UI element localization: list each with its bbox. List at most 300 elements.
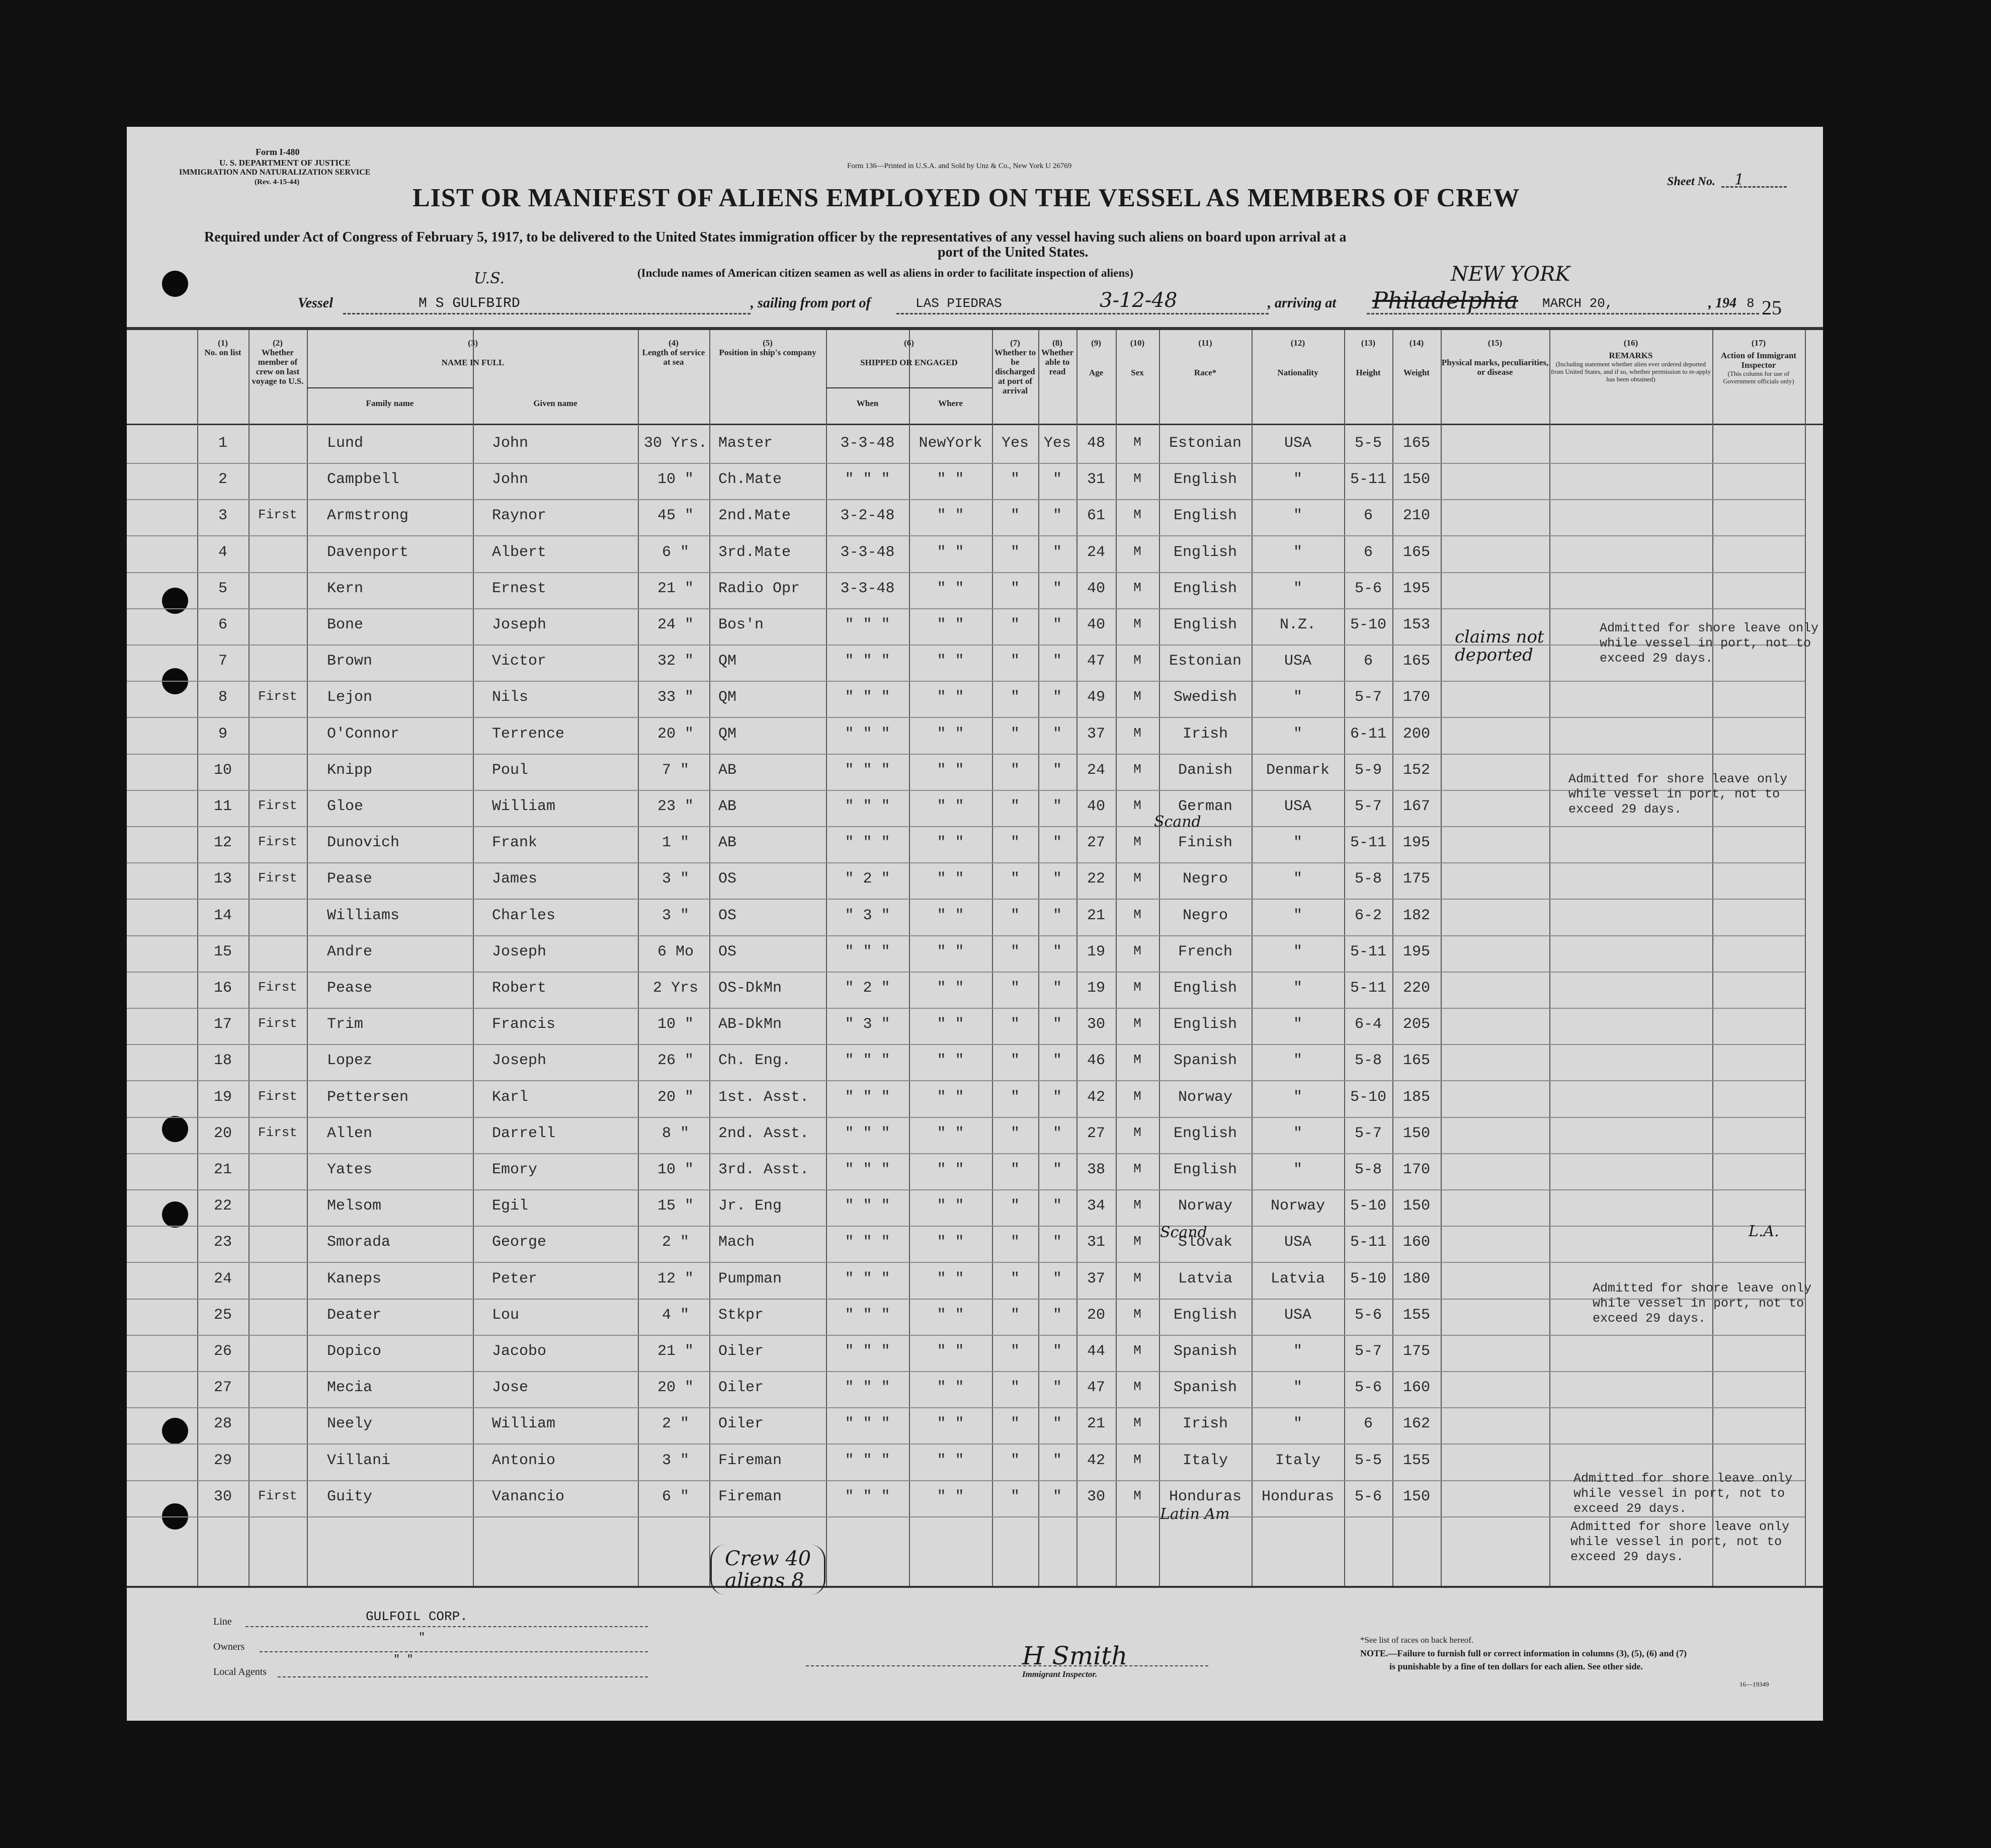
cell-service: 21 " xyxy=(657,580,694,597)
header-name-number: (3) xyxy=(468,338,478,348)
cell-given: James xyxy=(492,870,538,888)
cell-nat: " xyxy=(1293,907,1302,924)
owners-underline xyxy=(260,1651,648,1652)
penalty-note-2: is punishable by a fine of ten dollars for each alien. See other side. xyxy=(1389,1661,1643,1671)
cell-service: 15 " xyxy=(657,1197,694,1215)
cell-position: 2nd.Mate xyxy=(718,507,791,525)
table-row xyxy=(127,1117,1805,1154)
cell-given: Raynor xyxy=(492,507,547,525)
cell-race: English xyxy=(1173,471,1237,489)
cell-height: 5-10 xyxy=(1350,616,1386,633)
cell-service: 10 " xyxy=(657,1161,694,1178)
cell-given: William xyxy=(492,798,556,815)
cell-position: Master xyxy=(718,435,773,452)
inspector-signature-line xyxy=(806,1665,1208,1666)
table-row xyxy=(127,1226,1805,1263)
cell-no: 23 xyxy=(213,1234,232,1251)
cell-when: " " " xyxy=(845,1234,890,1251)
cell-where: " " xyxy=(937,689,964,706)
cell-position: Ch. Eng. xyxy=(718,1052,791,1070)
cell-service: 24 " xyxy=(657,616,694,633)
cell-sex: M xyxy=(1133,761,1141,777)
header-discharged-number: (7) xyxy=(1010,338,1020,348)
cell-weight: 195 xyxy=(1402,943,1430,960)
cell-weight: 205 xyxy=(1402,1016,1430,1033)
cell-disch: " xyxy=(1010,1379,1020,1397)
annotation-la: L.A. xyxy=(1749,1223,1779,1240)
cell-where: " " xyxy=(937,761,964,779)
cell-race: English xyxy=(1173,543,1237,561)
cell-given: Victor xyxy=(492,653,547,670)
table-row xyxy=(127,1189,1805,1227)
cell-nat: " xyxy=(1293,1052,1302,1070)
header-able-read xyxy=(1038,338,1076,376)
cell-family: Yates xyxy=(327,1161,373,1178)
owners-label: Owners xyxy=(213,1641,245,1652)
cell-disch: " xyxy=(1010,1270,1020,1288)
cell-read: " xyxy=(1052,616,1062,633)
header-sex-label: Sex xyxy=(1131,368,1144,377)
table-row xyxy=(127,1008,1805,1045)
cell-family: Pease xyxy=(327,870,373,888)
cell-race: Estonian xyxy=(1169,653,1242,670)
cell-disch: " xyxy=(1010,1488,1020,1505)
cell-sex: M xyxy=(1133,1270,1141,1285)
cell-when: " " " xyxy=(845,471,890,489)
cell-when: " " " xyxy=(845,1161,890,1178)
cell-where: " " xyxy=(937,1016,964,1033)
header-nationality-number: (12) xyxy=(1290,338,1305,348)
cell-nat: Denmark xyxy=(1266,761,1330,779)
table-row xyxy=(127,463,1805,500)
cell-sex: M xyxy=(1133,507,1141,523)
cell-disch: " xyxy=(1010,725,1020,743)
cell-nat: " xyxy=(1293,980,1302,997)
cell-position: AB xyxy=(718,798,737,815)
cell-nat: Norway xyxy=(1270,1197,1325,1215)
header-sex xyxy=(1116,338,1159,377)
cell-nat: " xyxy=(1293,543,1302,561)
table-row xyxy=(127,1262,1805,1300)
remark-shore-leave-1: Admitted for shore leave only while vessel in port, not to exceed 29 days. xyxy=(1600,621,1819,666)
cell-when: " " " xyxy=(845,1306,890,1324)
cell-family: Kern xyxy=(327,580,364,597)
cell-prev: First xyxy=(258,1124,297,1140)
cell-weight: 150 xyxy=(1402,471,1430,489)
cell-given: Lou xyxy=(492,1306,520,1324)
cell-no: 9 xyxy=(218,725,227,743)
header-action-number: (17) xyxy=(1751,338,1766,348)
remark-shore-leave-2: Admitted for shore leave only while vessel in port, not to exceed 29 days. xyxy=(1568,772,1788,817)
sheet-label: Sheet No. xyxy=(1667,175,1715,188)
table-row xyxy=(127,935,1805,973)
cell-given: Joseph xyxy=(492,943,547,960)
cell-where: " " xyxy=(937,1197,964,1215)
cell-disch: " xyxy=(1010,1343,1020,1360)
cell-nat: USA xyxy=(1284,435,1311,452)
cell-where: " " xyxy=(937,1234,964,1251)
table-row xyxy=(127,754,1805,791)
cell-sex: M xyxy=(1133,1197,1141,1213)
cell-age: 20 xyxy=(1087,1306,1105,1324)
cell-when: " " " xyxy=(845,1379,890,1397)
cell-weight: 175 xyxy=(1402,870,1430,888)
cell-sex: M xyxy=(1133,1488,1141,1503)
cell-race: Spanish xyxy=(1173,1052,1237,1070)
sheet-number-line xyxy=(1721,186,1787,188)
cell-when: " 2 " xyxy=(845,870,890,888)
inspector-signature: H Smith xyxy=(1022,1641,1128,1670)
cell-no: 20 xyxy=(213,1124,232,1142)
header-age-label: Age xyxy=(1089,368,1104,377)
cell-race: English xyxy=(1173,616,1237,633)
header-weight-label: Weight xyxy=(1403,368,1430,377)
cell-disch: " xyxy=(1010,1415,1020,1433)
sheet-number: 1 xyxy=(1734,171,1745,189)
table-row xyxy=(127,1044,1805,1081)
cell-given: George xyxy=(492,1234,547,1251)
cell-position: Stkpr xyxy=(718,1306,764,1324)
cell-where: " " xyxy=(937,798,964,815)
cell-when: " " " xyxy=(845,1343,890,1360)
cell-race: Spanish xyxy=(1173,1379,1237,1397)
cell-when: 3-3-48 xyxy=(840,435,895,452)
cell-age: 27 xyxy=(1087,834,1105,852)
cell-when: " " " xyxy=(845,798,890,815)
cell-service: 2 " xyxy=(661,1415,689,1433)
header-able-read-number: (8) xyxy=(1052,338,1062,348)
cell-service: 26 " xyxy=(657,1052,694,1070)
cell-no: 5 xyxy=(218,580,227,597)
cell-sex: M xyxy=(1133,1124,1141,1140)
cell-race: English xyxy=(1173,1124,1237,1142)
cell-family: Lund xyxy=(327,435,364,452)
cell-when: " " " xyxy=(845,689,890,706)
cell-family: Guity xyxy=(327,1488,373,1505)
header-no xyxy=(197,338,248,357)
cell-sex: M xyxy=(1133,471,1141,487)
cell-read: " xyxy=(1052,907,1062,924)
cell-weight: 170 xyxy=(1402,1161,1430,1178)
cell-no: 10 xyxy=(213,761,232,779)
cell-no: 27 xyxy=(213,1379,232,1397)
cell-family: Pease xyxy=(327,980,373,997)
cell-family: Bone xyxy=(327,616,364,633)
cell-read: " xyxy=(1052,1124,1062,1142)
cell-position: 1st. Asst. xyxy=(718,1088,809,1106)
cell-disch: " xyxy=(1010,1452,1020,1469)
cell-position: AB xyxy=(718,761,737,779)
cell-sex: M xyxy=(1133,1161,1141,1176)
cell-no: 22 xyxy=(213,1197,232,1215)
header-action-label: Action of Immigrant Inspector xyxy=(1720,351,1797,370)
cell-weight: 150 xyxy=(1402,1197,1430,1215)
cell-weight: 195 xyxy=(1402,580,1430,597)
cell-where: " " xyxy=(937,580,964,597)
cell-service: 12 " xyxy=(657,1270,694,1288)
cell-height: 6-11 xyxy=(1350,725,1386,743)
cell-family: Dunovich xyxy=(327,834,400,852)
cell-read: " xyxy=(1052,543,1062,561)
cell-nat: USA xyxy=(1284,798,1311,815)
cell-service: 8 " xyxy=(661,1124,689,1142)
crew-total: Crew 40 xyxy=(725,1547,811,1570)
cell-position: Pumpman xyxy=(718,1270,782,1288)
cell-when: " 3 " xyxy=(845,907,890,924)
cell-where: " " xyxy=(937,1306,964,1324)
table-row xyxy=(127,1299,1805,1336)
cell-read: " xyxy=(1052,507,1062,525)
cell-position: QM xyxy=(718,689,737,706)
table-row xyxy=(127,1335,1805,1372)
annotation-scand-2: Scand xyxy=(1160,1224,1207,1241)
cell-disch: " xyxy=(1010,1124,1020,1142)
cell-position: Ch.Mate xyxy=(718,471,782,489)
cell-height: 5-11 xyxy=(1350,834,1386,852)
cell-nat: Honduras xyxy=(1261,1488,1335,1505)
manifest-title: LIST OR MANIFEST OF ALIENS EMPLOYED ON THE VESSEL AS MEMBERS OF CREW xyxy=(412,184,1520,212)
cell-given: Albert xyxy=(492,543,547,561)
form-number: Form I-480 xyxy=(256,147,300,157)
cell-nat: " xyxy=(1293,1088,1302,1106)
cell-position: Oiler xyxy=(718,1379,764,1397)
table-row xyxy=(127,862,1805,900)
cell-service: 2 Yrs xyxy=(652,980,698,997)
cell-when: " " " xyxy=(845,653,890,670)
cell-family: O'Connor xyxy=(327,725,400,743)
cell-no: 19 xyxy=(213,1088,232,1106)
cell-race: English xyxy=(1173,980,1237,997)
cell-service: 45 " xyxy=(657,507,694,525)
cell-family: Gloe xyxy=(327,798,364,815)
print-code: 16—19349 xyxy=(1739,1680,1769,1688)
table-row xyxy=(127,572,1805,609)
cell-race: Norway xyxy=(1178,1197,1233,1215)
cell-weight: 155 xyxy=(1402,1452,1430,1469)
cell-read: " xyxy=(1052,653,1062,670)
cell-no: 6 xyxy=(218,616,227,633)
table-row xyxy=(127,499,1805,536)
cell-position: Fireman xyxy=(718,1452,782,1469)
cell-family: Davenport xyxy=(327,543,409,561)
cell-age: 47 xyxy=(1087,1379,1105,1397)
vessel-prefix: U.S. xyxy=(474,270,505,287)
table-row xyxy=(127,826,1805,863)
cell-weight: 195 xyxy=(1402,834,1430,852)
cell-read: " xyxy=(1052,1052,1062,1070)
cell-prev: First xyxy=(258,834,297,850)
cell-prev: First xyxy=(258,507,297,523)
cell-disch: " xyxy=(1010,689,1020,706)
header-sex-number: (10) xyxy=(1130,338,1145,348)
cell-position: OS xyxy=(718,943,737,960)
table-row xyxy=(127,790,1805,827)
cell-age: 61 xyxy=(1087,507,1105,525)
cell-service: 20 " xyxy=(657,725,694,743)
manifest-page xyxy=(127,127,1823,1721)
cell-race: Danish xyxy=(1178,761,1233,779)
cell-service: 3 " xyxy=(661,870,689,888)
table-row xyxy=(127,1081,1805,1118)
cell-family: Smorada xyxy=(327,1234,391,1251)
header-length-service-label: Length of service at sea xyxy=(642,348,705,367)
cell-when: " " " xyxy=(845,725,890,743)
cell-given: Egil xyxy=(492,1197,529,1215)
header-remarks-number: (16) xyxy=(1623,338,1638,348)
cell-read: " xyxy=(1052,1379,1062,1397)
cell-given: John xyxy=(492,471,529,489)
cell-where: " " xyxy=(937,1452,964,1469)
cell-prev: First xyxy=(258,1088,297,1104)
cell-given: Robert xyxy=(492,980,547,997)
cell-disch: " xyxy=(1010,907,1020,924)
cell-weight: 180 xyxy=(1402,1270,1430,1288)
header-name xyxy=(307,338,639,367)
cell-read: " xyxy=(1052,834,1062,852)
cell-sex: M xyxy=(1133,689,1141,704)
cell-no: 28 xyxy=(213,1415,232,1433)
cell-read: " xyxy=(1052,1488,1062,1505)
revision: (Rev. 4-15-44) xyxy=(255,178,300,186)
cell-age: 22 xyxy=(1087,870,1105,888)
cell-disch: " xyxy=(1010,653,1020,670)
cell-disch: " xyxy=(1010,870,1020,888)
cell-position: 2nd. Asst. xyxy=(718,1124,809,1142)
header-shipped-number: (6) xyxy=(904,338,914,348)
cell-race: German xyxy=(1178,798,1233,815)
cell-given: Peter xyxy=(492,1270,538,1288)
cell-given: Frank xyxy=(492,834,538,852)
cell-service: 33 " xyxy=(657,689,694,706)
cell-given: Joseph xyxy=(492,616,547,633)
cell-where: " " xyxy=(937,543,964,561)
cell-age: 34 xyxy=(1087,1197,1105,1215)
cell-nat: Italy xyxy=(1275,1452,1320,1469)
cell-nat: " xyxy=(1293,834,1302,852)
cell-family: Brown xyxy=(327,653,373,670)
cell-disch: " xyxy=(1010,543,1020,561)
cell-service: 4 " xyxy=(661,1306,689,1324)
cell-when: " " " xyxy=(845,1197,890,1215)
agents-label: Local Agents xyxy=(213,1666,267,1677)
cell-family: Neely xyxy=(327,1415,373,1433)
cell-no: 8 xyxy=(218,689,227,706)
cell-where: " " xyxy=(937,616,964,633)
cell-where: " " xyxy=(937,507,964,525)
cell-when: " 2 " xyxy=(845,980,890,997)
cell-race: Finish xyxy=(1178,834,1233,852)
cell-given: Charles xyxy=(492,907,556,924)
subtitle-line-2: port of the United States. xyxy=(938,245,1089,260)
cell-nat: " xyxy=(1293,1415,1302,1433)
cell-height: 6 xyxy=(1363,1415,1373,1433)
cell-disch: " xyxy=(1010,943,1020,960)
cell-race: Latvia xyxy=(1178,1270,1233,1288)
cell-height: 5-9 xyxy=(1354,761,1382,779)
cell-height: 5-5 xyxy=(1354,435,1382,452)
cell-where: " " xyxy=(937,1343,964,1360)
cell-family: Pettersen xyxy=(327,1088,409,1106)
year-prefix: , 194 xyxy=(1708,295,1736,311)
cell-sex: M xyxy=(1133,543,1141,559)
cell-where: " " xyxy=(937,1088,964,1106)
annotation-latin-am: Latin Am xyxy=(1160,1505,1230,1523)
cell-given: Joseph xyxy=(492,1052,547,1070)
cell-position: Radio Opr xyxy=(718,580,800,597)
cell-sex: M xyxy=(1133,580,1141,595)
cell-height: 5-11 xyxy=(1350,980,1386,997)
cell-race: Negro xyxy=(1182,907,1228,924)
cell-when: " " " xyxy=(845,616,890,633)
cell-weight: 165 xyxy=(1402,1052,1430,1070)
cell-family: Knipp xyxy=(327,761,373,779)
cell-service: 6 " xyxy=(661,543,689,561)
cell-position: QM xyxy=(718,653,737,670)
cell-given: Poul xyxy=(492,761,529,779)
cell-sex: M xyxy=(1133,1379,1141,1395)
header-physical-marks xyxy=(1441,338,1549,377)
cell-sex: M xyxy=(1133,870,1141,886)
cell-position: Jr. Eng xyxy=(718,1197,782,1215)
cell-disch: " xyxy=(1010,1052,1020,1070)
cell-family: Williams xyxy=(327,907,400,924)
cell-height: 5-7 xyxy=(1354,1343,1382,1360)
cell-read: " xyxy=(1052,943,1062,960)
cell-read: " xyxy=(1052,1234,1062,1251)
cell-when: " " " xyxy=(845,834,890,852)
cell-height: 5-10 xyxy=(1350,1088,1386,1106)
port-underline xyxy=(896,313,1269,314)
cell-age: 24 xyxy=(1087,543,1105,561)
cell-nat: " xyxy=(1293,1343,1302,1360)
cell-weight: 155 xyxy=(1402,1306,1430,1324)
cell-when: " " " xyxy=(845,1488,890,1505)
cell-height: 5-11 xyxy=(1350,1234,1386,1251)
cell-age: 40 xyxy=(1087,798,1105,815)
cell-sex: M xyxy=(1133,907,1141,922)
cell-no: 18 xyxy=(213,1052,232,1070)
cell-age: 37 xyxy=(1087,1270,1105,1288)
cell-race: Spanish xyxy=(1173,1343,1237,1360)
table-row xyxy=(127,1480,1805,1517)
header-shipped-label: SHIPPED OR ENGAGED xyxy=(860,358,958,367)
cell-nat: " xyxy=(1293,1016,1302,1033)
cell-when: " " " xyxy=(845,1124,890,1142)
cell-given: William xyxy=(492,1415,556,1433)
cell-disch: " xyxy=(1010,1088,1020,1106)
cell-race: Negro xyxy=(1182,870,1228,888)
cell-where: " " xyxy=(937,870,964,888)
header-nationality-label: Nationality xyxy=(1277,368,1318,377)
cell-sex: M xyxy=(1133,1306,1141,1322)
cell-family: Kaneps xyxy=(327,1270,382,1288)
cell-no: 3 xyxy=(218,507,227,525)
cell-weight: 165 xyxy=(1402,543,1430,561)
cell-weight: 200 xyxy=(1402,725,1430,743)
cell-service: 23 " xyxy=(657,798,694,815)
cell-read: " xyxy=(1052,1415,1062,1433)
cell-nat: " xyxy=(1293,1161,1302,1178)
cell-height: 5-6 xyxy=(1354,1379,1382,1397)
cell-when: " " " xyxy=(845,943,890,960)
cell-when: " " " xyxy=(845,761,890,779)
header-race-label: Race* xyxy=(1194,368,1217,377)
header-remarks-label: REMARKS xyxy=(1609,351,1653,360)
cell-sex: M xyxy=(1133,1052,1141,1068)
arrival-port: NEW YORK xyxy=(1451,263,1570,286)
cell-sex: M xyxy=(1133,725,1141,741)
cell-age: 24 xyxy=(1087,761,1105,779)
